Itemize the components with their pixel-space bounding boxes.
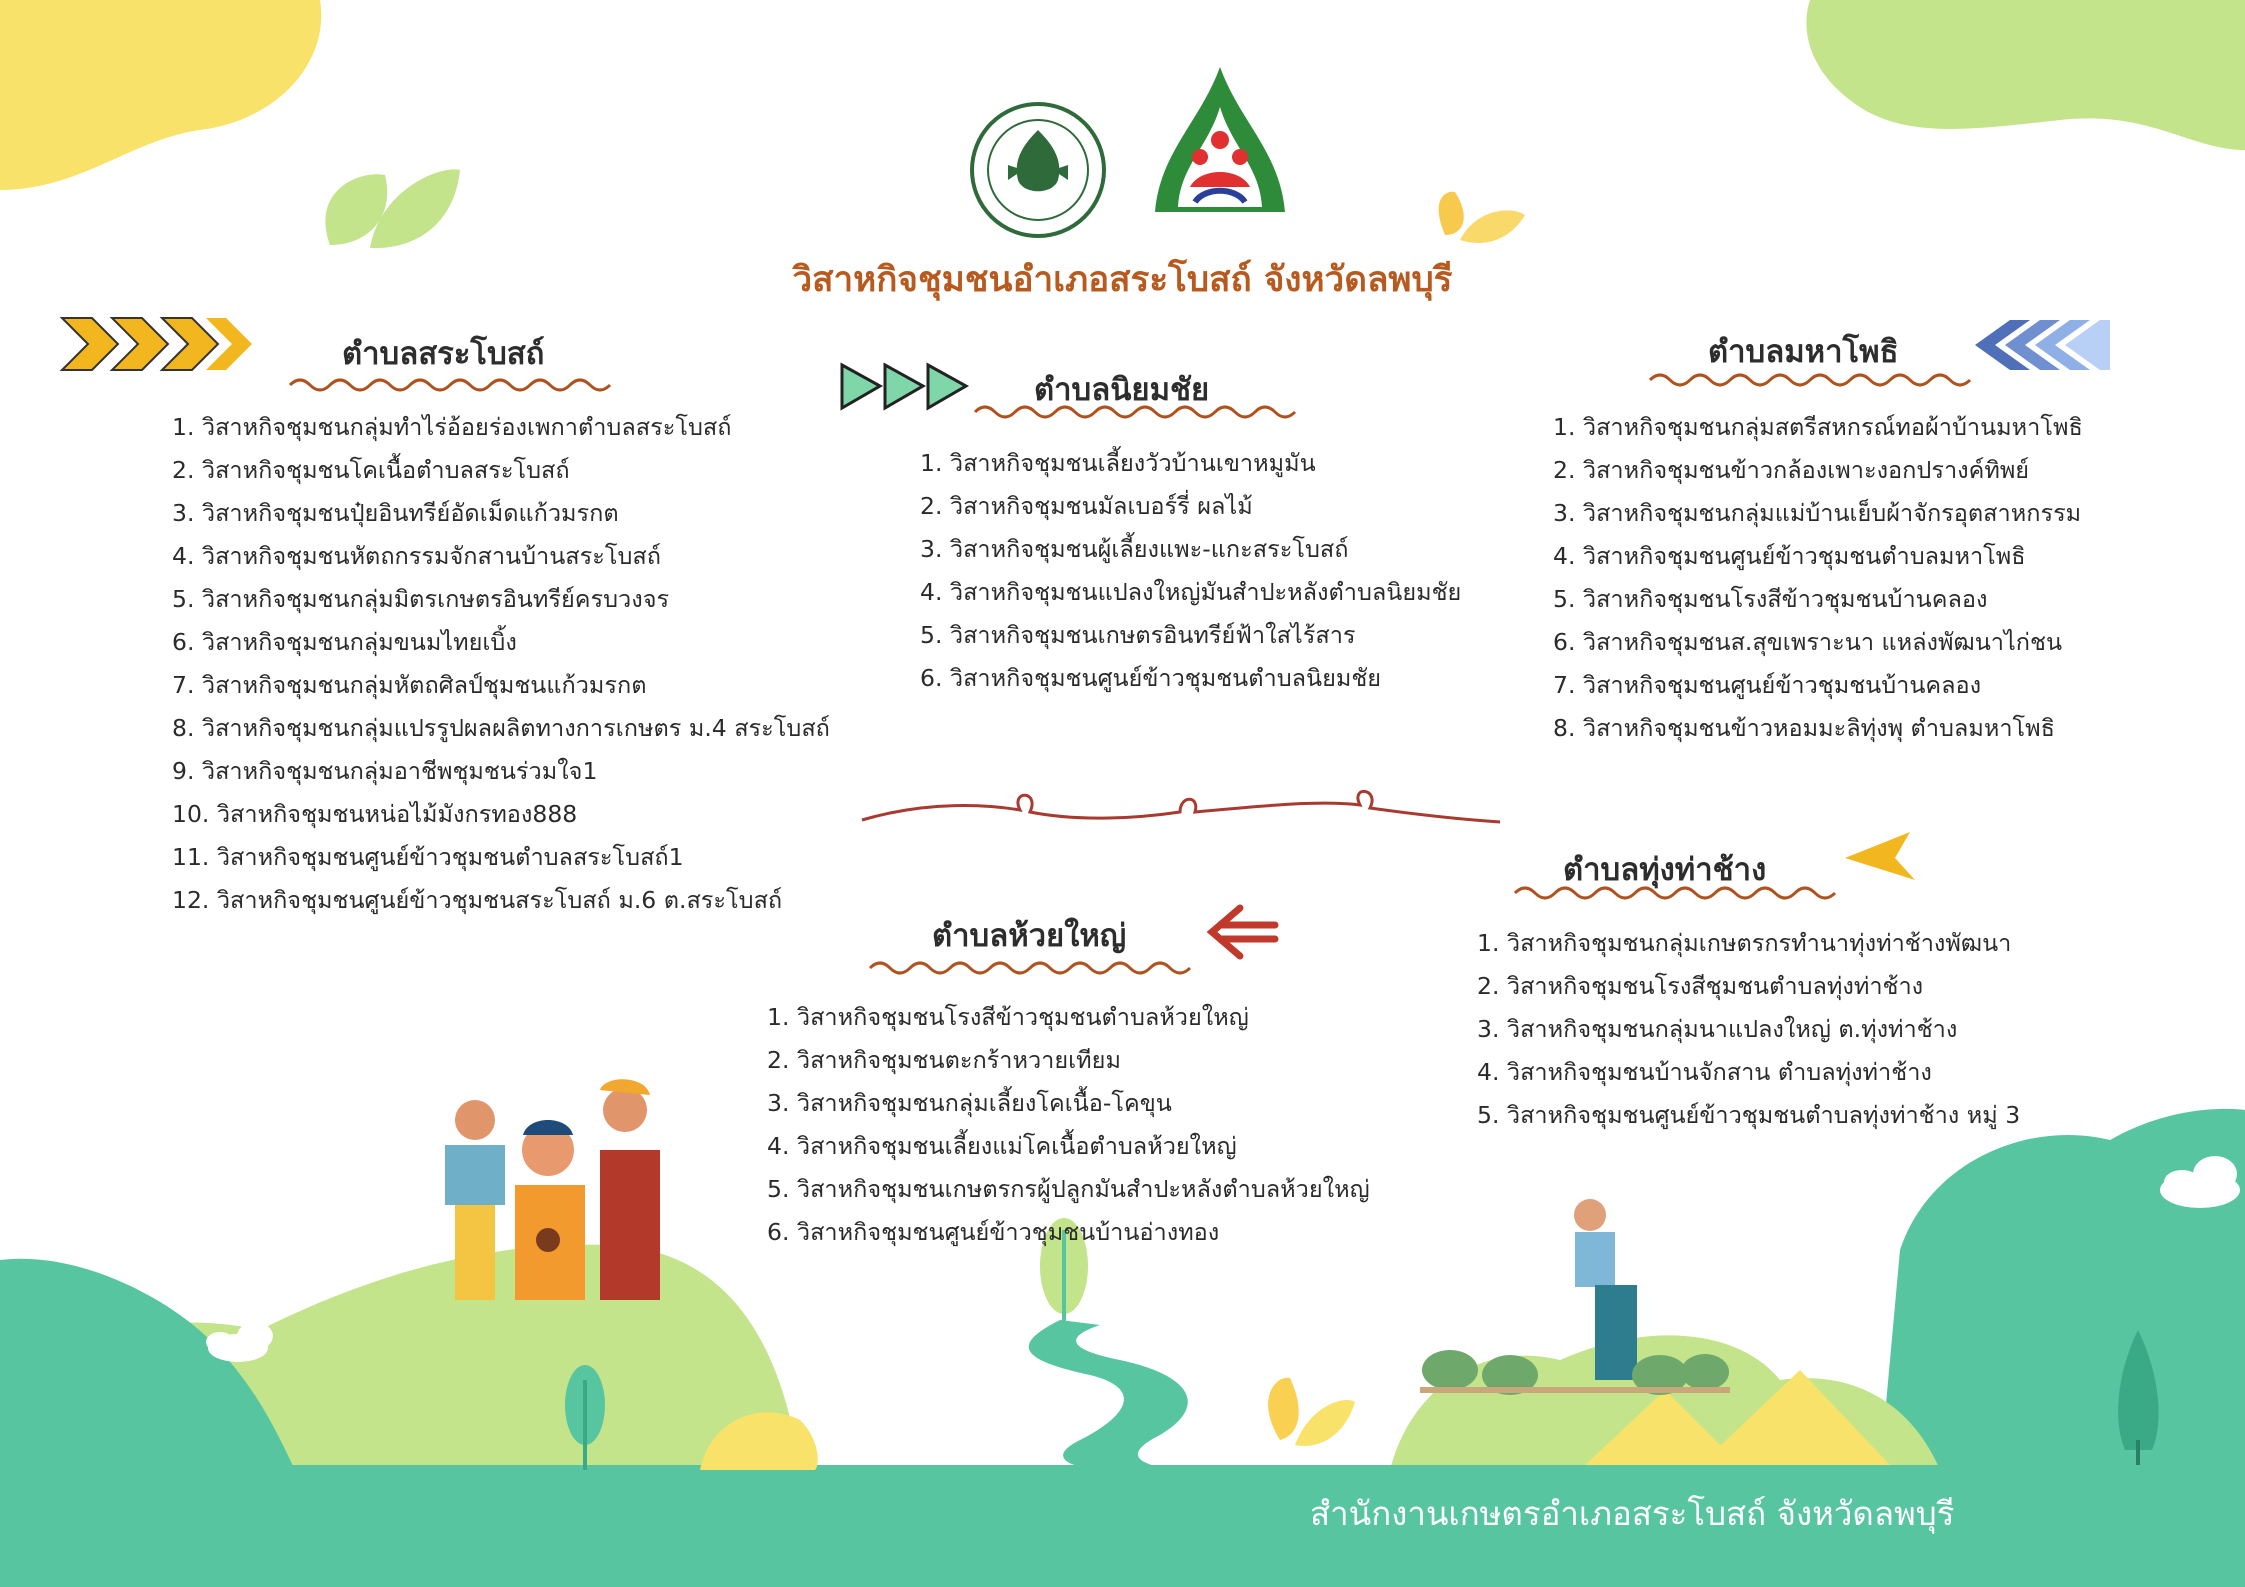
list-item: 5. วิสาหกิจชุมชนเกษตรกรผู้ปลูกมันสำปะหลังตำบลห้วยใหญ่: [767, 1175, 1370, 1203]
list-item: 10. วิสาหกิจชุมชนหน่อไม้มังกรทอง888: [172, 800, 578, 828]
list-item: 4. วิสาหกิจชุมชนหัตถกรรมจักสานบ้านสระโบสถ์: [172, 542, 661, 570]
list-item: 8. วิสาหกิจชุมชนกลุ่มแปรรูปผลผลิตทางการเกษตร ม.4 สระโบสถ์: [172, 714, 830, 742]
list-item: 6. วิสาหกิจชุมชนศูนย์ข้าวชุมชนบ้านอ่างทอง: [767, 1218, 1220, 1246]
list-item: 1. วิสาหกิจชุมชนกลุ่มทำไร่อ้อยร่องเพกาตำบลสระโบสถ์: [172, 413, 732, 441]
red-double-arrow-icon: [1212, 908, 1275, 956]
list-huaiyai: [767, 996, 1370, 1254]
list-item: 3. วิสาหกิจชุมชนกลุ่มเลี้ยงโคเนื้อ-โคขุน: [767, 1089, 1172, 1117]
list-item: 3. วิสาหกิจชุมชนผู้เลี้ยงแพะ-แกะสระโบสถ์: [920, 535, 1349, 563]
page-title: วิสาหกิจชุมชนอำเภอสระโบสถ์ จังหวัดลพบุรี: [792, 260, 1453, 300]
triangle-arrows-icon-middle: [842, 365, 966, 408]
hill-right-green: [1880, 1109, 2245, 1470]
list-item: 4. วิสาหกิจชุมชนศูนย์ข้าวชุมชนตำบลมหาโพธิ: [1553, 542, 2026, 570]
list-item: 9. วิสาหกิจชุมชนกลุ่มอาชีพชุมชนร่วมใจ1: [172, 757, 598, 785]
chevron-arrows-icon-right: [1975, 320, 2110, 370]
decorative-ribbon: [862, 791, 1500, 822]
list-thungthachang: [1477, 922, 2020, 1137]
list-item: 2. วิสาหกิจชุมชนโคเนื้อตำบลสระโบสถ์: [172, 456, 570, 484]
list-item: 2. วิสาหกิจชุมชนข้าวกล้องเพาะงอกปรางค์ทิพย์: [1553, 456, 2030, 484]
list-item: 5. วิสาหกิจชุมชนโรงสีข้าวชุมชนบ้านคลอง: [1553, 585, 1988, 613]
section-heading-sabot: ตำบลสระโบสถ์: [342, 336, 545, 372]
list-niyomchai: [920, 442, 1461, 700]
list-item: 6. วิสาหกิจชุมชนส.สุขเพราะนา แหล่งพัฒนาไก่ชน: [1553, 628, 2063, 656]
leaf-icon-top-left: [325, 169, 460, 248]
list-item: 3. วิสาหกิจชุมชนกลุ่มแม่บ้านเย็บผ้าจักรอุตสาหกรรม: [1553, 499, 2082, 527]
list-item: 5. วิสาหกิจชุมชนเกษตรอินทรีย์ฟ้าใสไร้สาร: [920, 621, 1356, 649]
list-item: 1. วิสาหกิจชุมชนกลุ่มเกษตรกรทำนาทุ่งท่าช้างพัฒนา: [1477, 929, 2012, 957]
list-item: 12. วิสาหกิจชุมชนศูนย์ข้าวชุมชนสระโบสถ์ ม.6 ต.สระโบสถ์: [172, 886, 783, 914]
list-item: 4. วิสาหกิจชุมชนบ้านจักสาน ตำบลทุ่งท่าช้าง: [1477, 1058, 1932, 1086]
section-heading-mahapho: ตำบลมหาโพธิ: [1708, 334, 1899, 370]
list-item: 2. วิสาหกิจชุมชนตะกร้าหวายเทียม: [767, 1046, 1121, 1074]
list-sabot: [172, 406, 830, 922]
list-mahapho: [1553, 406, 2083, 750]
list-item: 6. วิสาหกิจชุมชนกลุ่มขนมไทยเบิ้ง: [172, 628, 517, 656]
list-item: 5. วิสาหกิจชุมชนกลุ่มมิตรเกษตรอินทรีย์ครบวงจร: [172, 585, 670, 613]
list-item: 3. วิสาหกิจชุมชนปุ๋ยอินทรีย์อัดเม็ดแก้วมรกต: [172, 499, 619, 527]
farmers-illustration: [445, 1079, 660, 1300]
community-enterprise-logo: [1140, 62, 1300, 247]
list-item: 7. วิสาหกิจชุมชนศูนย์ข้าวชุมชนบ้านคลอง: [1553, 671, 1982, 699]
list-item: 2. วิสาหกิจชุมชนมัลเบอร์รี่ ผลไม้: [920, 492, 1253, 520]
list-item: 4. วิสาหกิจชุมชนแปลงใหญ่มันสำปะหลังตำบลนิยมชัย: [920, 578, 1462, 606]
section-heading-niyomchai: ตำบลนิยมชัย: [1034, 372, 1210, 408]
list-item: 1. วิสาหกิจชุมชนกลุ่มสตรีสหกรณ์ทอผ้าบ้านมหาโพธิ: [1553, 413, 2083, 441]
winding-road: [1029, 1320, 1188, 1470]
list-item: 3. วิสาหกิจชุมชนกลุ่มนาแปลงใหญ่ ต.ทุ่งท่าช้าง: [1477, 1015, 1958, 1043]
green-blob-top-right: [1806, 0, 2245, 150]
department-seal-logo: [968, 100, 1108, 240]
list-item: 5. วิสาหกิจชุมชนศูนย์ข้าวชุมชนตำบลทุ่งท่าช้าง หมู่ 3: [1477, 1101, 2021, 1129]
list-item: 2. วิสาหกิจชุมชนโรงสีชุมชนตำบลทุ่งท่าช้าง: [1477, 972, 1924, 1000]
chevron-arrows-icon-left: [62, 318, 252, 370]
yellow-arrow-icon: [1845, 832, 1915, 880]
leaf-icon-top-right: [1439, 192, 1525, 243]
list-item: 4. วิสาหกิจชุมชนเลี้ยงแม่โคเนื้อตำบลห้วยใหญ่: [767, 1132, 1237, 1160]
list-item: 1. วิสาหกิจชุมชนโรงสีข้าวชุมชนตำบลห้วยใหญ่: [767, 1003, 1249, 1031]
list-item: 8. วิสาหกิจชุมชนข้าวหอมมะลิทุ่งพุ ตำบลมหาโพธิ: [1553, 714, 2055, 742]
list-item: 7. วิสาหกิจชุมชนกลุ่มหัตถศิลป์ชุมชนแก้วมรกต: [172, 671, 647, 699]
section-heading-huaiyai: ตำบลห้วยใหญ่: [932, 918, 1127, 954]
list-item: 1. วิสาหกิจชุมชนเลี้ยงวัวบ้านเขาหมูมัน: [920, 449, 1316, 477]
yellow-blob-top-left: [0, 0, 321, 190]
list-item: 11. วิสาหกิจชุมชนศูนย์ข้าวชุมชนตำบลสระโบสถ์1: [172, 843, 684, 871]
footer-office-name: สำนักงานเกษตรอำเภอสระโบสถ์ จังหวัดลพบุรี: [1310, 1494, 1955, 1533]
section-heading-thungthachang: ตำบลทุ่งท่าช้าง: [1563, 852, 1767, 888]
list-item: 6. วิสาหกิจชุมชนศูนย์ข้าวชุมชนตำบลนิยมชัย: [920, 664, 1382, 692]
leaf-icon-bottom: [1268, 1378, 1355, 1446]
